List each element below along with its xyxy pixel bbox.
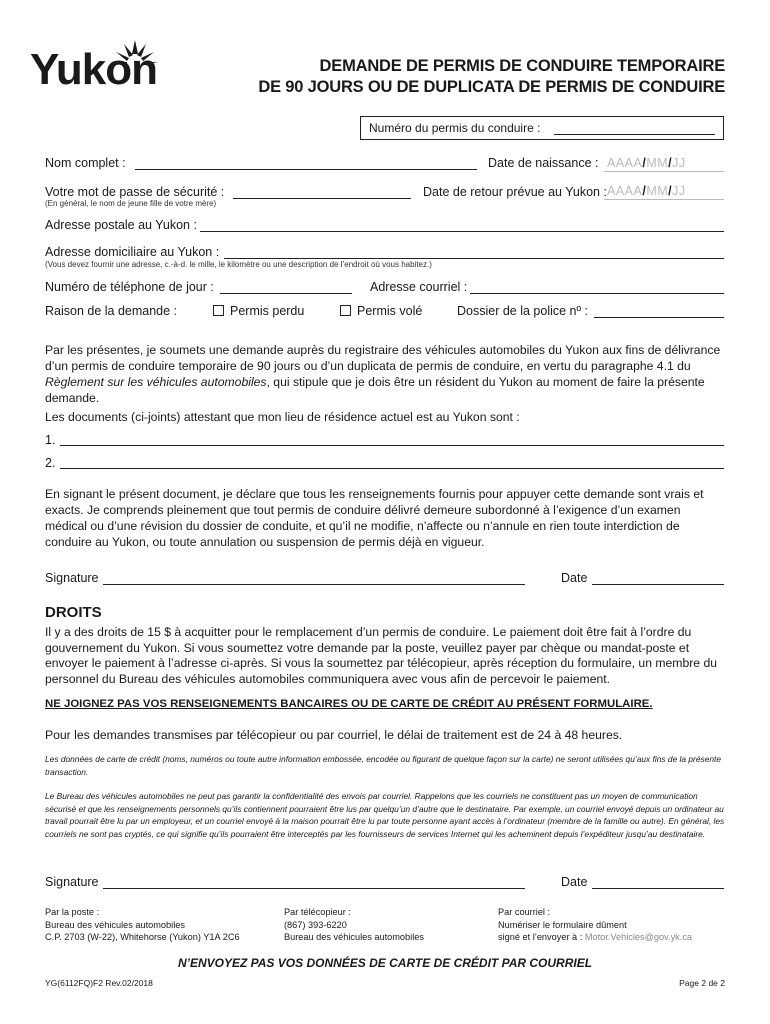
processing-time: Pour les demandes transmises par télécopieur ou par courriel, le délai de traitement est de 24 à 48 heures. <box>45 728 623 742</box>
title-line-1: DEMANDE DE PERMIS DE CONDUIRE TEMPORAIRE <box>319 57 725 75</box>
email-label: Adresse courriel : <box>370 280 468 294</box>
form-code: YG(6112FQ)F2 Rev.02/2018 <box>45 978 153 988</box>
phone-field[interactable] <box>220 293 352 294</box>
email-address-link[interactable]: Motor.Vehicles@gov.yk.ca <box>584 932 693 942</box>
home-address-field[interactable] <box>224 258 724 259</box>
signature-label: Signature <box>45 571 99 585</box>
full-name-field[interactable] <box>135 169 477 170</box>
document-2-label: 2. <box>45 456 56 470</box>
home-address-label: Adresse domiciliaire au Yukon : <box>45 245 220 259</box>
date-field[interactable] <box>592 584 724 585</box>
birth-date-field[interactable]: AAAA/MM/JJ <box>607 156 686 170</box>
declaration-paragraph: Par les présentes, je soumets une demande auprès du registraire des véhicules automobiles du Yukon aux fins de délivrance d’un permis de conduire temporaire de 90 jours ou d’un duplicata de permis de conduire, en vertu du paragraphe 4.1 du Règlement sur les véhicules automobiles, qui stipule que je dois être un résident du Yukon au moment de faire la présente demande. <box>45 343 721 405</box>
document-1-field[interactable] <box>60 445 724 446</box>
reason-label: Raison de la demande : <box>45 304 178 318</box>
logo-text: Yukon <box>30 45 158 94</box>
password-label: Votre mot de passe de sécurité : <box>45 185 225 199</box>
document-1-label: 1. <box>45 433 56 447</box>
stolen-permit-option[interactable]: Permis volé <box>340 304 422 318</box>
stolen-permit-checkbox[interactable] <box>340 305 351 316</box>
form-title <box>258 56 725 98</box>
documents-intro: Les documents (ci-joints) attestant que mon lieu de résidence actuel est au Yukon sont : <box>45 410 520 424</box>
birth-date-underline <box>604 171 724 172</box>
document-2-field[interactable] <box>60 468 724 469</box>
permit-number-field[interactable] <box>554 134 715 135</box>
full-name-label: Nom complet : <box>45 156 126 170</box>
footer-warning: N’ENVOYEZ PAS VOS DONNÉES DE CARTE DE CRÉDIT PAR COURRIEL <box>177 956 593 970</box>
police-file-field[interactable] <box>594 317 724 318</box>
home-address-note: (Vous devez fournir une adresse, c.-à-d. le mille, le kilomètre ou une description de l’endroit où vous habitez.) <box>45 260 432 269</box>
password-field[interactable] <box>233 198 411 199</box>
signature-label-2: Signature <box>45 875 99 889</box>
signature-field[interactable] <box>103 584 525 585</box>
mail-contact: Par la poste : Bureau des véhicules automobiles C.P. 2703 (W-22), Whitehorse (Yukon) Y1A 2C6 <box>45 907 240 942</box>
permit-number-box <box>360 116 724 140</box>
date-label: Date <box>561 571 588 585</box>
date-label-2: Date <box>561 875 588 889</box>
postal-address-label: Adresse postale au Yukon : <box>45 218 197 232</box>
lost-permit-option[interactable]: Permis perdu <box>213 304 304 318</box>
fees-heading: DROITS <box>45 604 102 621</box>
credit-card-note: Les données de carte de crédit (noms, numéros ou toute autre information embossée, encodée ou figurant de quelque façon sur la carte) ne seront utilisées qu’aux fins de la présente transaction. <box>45 754 721 777</box>
phone-label: Numéro de téléphone de jour : <box>45 280 214 294</box>
return-date-underline <box>604 199 724 200</box>
postal-address-field[interactable] <box>200 231 724 232</box>
fees-paragraph: Il y a des droits de 15 $ à acquitter pour le remplacement d’un permis de conduire. Le paiement doit être fait à l’ordre du gouvernement du Yukon. Si vous soumettez votre demande par la poste, veuillez payer par chèque ou mandat-poste et envoyer le paiement à l’adresse ci-après. Si vous la soumettez par télécopieur, après réception du formulaire, un membre du personnel du Bureau des véhicules automobiles communiquera avec vous afin de percevoir le paiement. <box>45 625 718 686</box>
date-field-2[interactable] <box>592 888 724 889</box>
permit-number-label: Numéro du permis du conduire : <box>369 121 541 135</box>
birth-date-label: Date de naissance : <box>488 156 599 170</box>
return-date-field[interactable]: AAAA/MM/JJ <box>607 184 686 198</box>
return-date-label: Date de retour prévue au Yukon : <box>423 185 607 199</box>
page-number: Page 2 de 2 <box>679 978 725 988</box>
signature-field-2[interactable] <box>103 888 525 889</box>
fax-contact: Par télécopieur : (867) 393-6220 Bureau des véhicules automobiles <box>284 907 424 942</box>
yukon-logo <box>30 38 175 98</box>
email-field[interactable] <box>470 293 724 294</box>
password-note: (En général, le nom de jeune fille de votre mère) <box>45 199 217 208</box>
title-line-2: DE 90 JOURS OU DE DUPLICATA DE PERMIS DE CONDUIRE <box>258 78 725 96</box>
police-file-label: Dossier de la police nº : <box>457 304 589 318</box>
email-contact: Par courriel : Numériser le formulaire dûment signé et l’envoyer à : Motor.Vehicles@gov.yk.ca <box>498 907 693 942</box>
email-privacy-note: Le Bureau des véhicules automobiles ne peut pas garantir la confidentialité des envois par courriel. Rappelons que les courriels ne constituent pas un moyen de communication sécurisé et que les renseignements personnels qu’ils contiennent pourraient être lus par quelqu’un d’autre que le destinataire. Par exemple, un courriel envoyé depuis un ordinateur au travail pourrait être lu par un employeur, et un courriel envoyé à la maison pourrait être lu par toute personne ayant accès à l’ordinateur (membre de la famille ou autre). En général, les courriels ne sont pas cryptés, ce qui signifie qu’ils pourraient être interceptés par les fournisseurs de services Internet qui les acheminent depuis l’expéditeur jusqu’au destinataire. <box>45 791 725 839</box>
attestation-paragraph: En signant le présent document, je déclare que tous les renseignements fournis pour appuyer cette demande sont vrais et exacts. Je comprends pleinement que tout permis de conduire délivré demeure subordonné à l’exigence d’un examen médical ou d’une révision du dossier de conduite, et qu’il ne modifie, n’affecte ou n’annule en rien toute interdiction de conduire au Yukon, ou toute annulation ou suspension de permis déjà en vigueur. <box>45 487 704 549</box>
lost-permit-checkbox[interactable] <box>213 305 224 316</box>
bank-info-warning: NE JOIGNEZ PAS VOS RENSEIGNEMENTS BANCAIRES OU DE CARTE DE CRÉDIT AU PRÉSENT FORMULAIRE. <box>45 698 653 710</box>
